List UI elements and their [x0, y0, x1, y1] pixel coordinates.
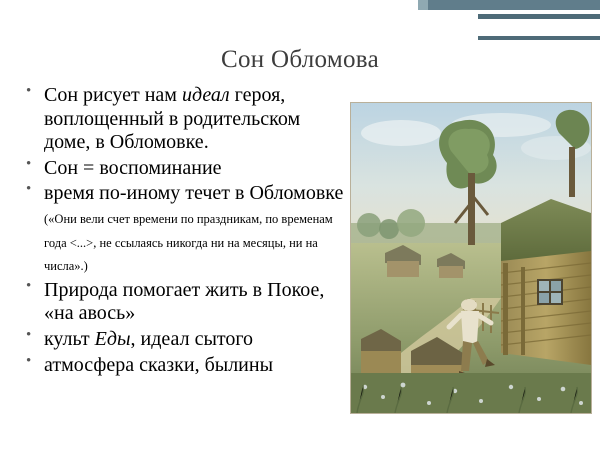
bullet-text-emphasis: идеал [181, 84, 230, 106]
decorative-bar-second [478, 14, 600, 19]
decorative-square [418, 0, 428, 10]
bullet-text-part: героя, воплощенный в родительском доме, в Обломовке. [44, 84, 301, 154]
bullet-list [18, 84, 348, 377]
list-item [18, 328, 348, 352]
bullet-list-container [18, 84, 348, 379]
slide-image [350, 102, 592, 414]
list-item [18, 157, 348, 181]
bullet-text-part: атмосфера сказки, былины [44, 353, 274, 376]
russian-village-painting-icon [351, 103, 591, 413]
bullet-text-part: Сон рисует нам [44, 84, 182, 106]
bullet-text-part: Сон = воспоминание [44, 156, 222, 179]
bullet-text-emphasis: Еды [94, 327, 131, 350]
bullet-text-part: культ [44, 327, 95, 350]
page-title: Сон Обломова [221, 46, 379, 73]
list-item [18, 84, 348, 155]
bullet-text-part: время по-иному течет в Обломовке [44, 182, 344, 205]
bullet-text-quote: («Они вели счет времени по праздникам, по временам года <...>, не ссылаясь никогда ни на месяцы, ни на числа».) [44, 211, 333, 274]
decorative-bar-top [418, 0, 600, 10]
list-item [18, 279, 348, 326]
list-item [18, 182, 348, 276]
list-item [18, 354, 348, 378]
bullet-text-part: Природа помогает жить в Покое, «на авось» [44, 278, 325, 325]
decorative-bar-third [478, 36, 600, 40]
bullet-text-part: , идеал сытого [130, 327, 254, 350]
